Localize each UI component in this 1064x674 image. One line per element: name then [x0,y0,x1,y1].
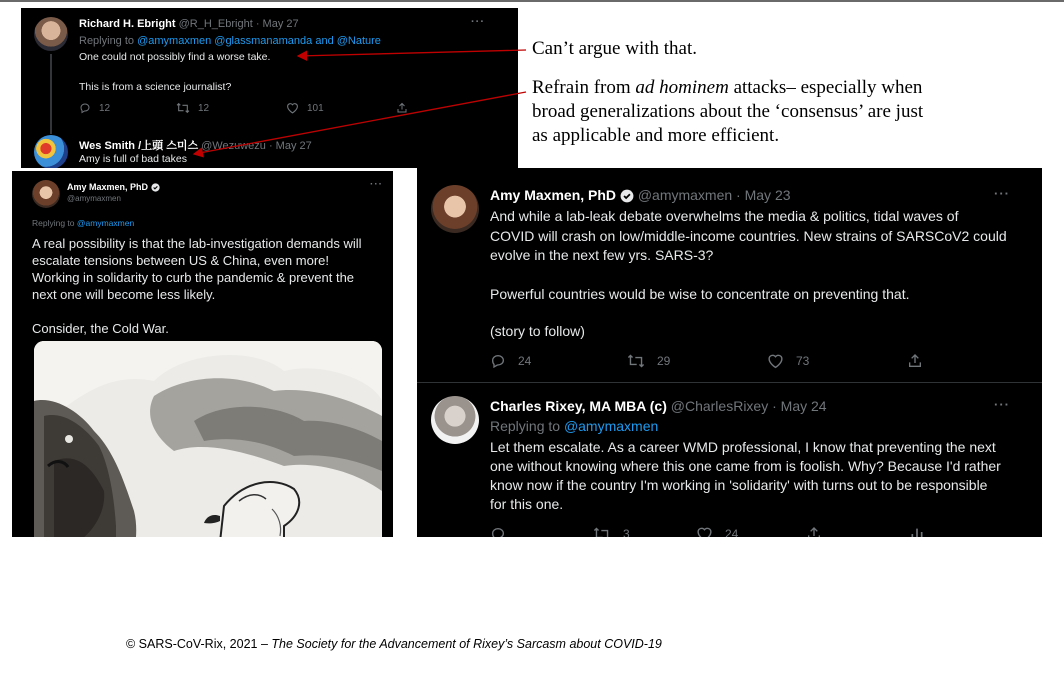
more-options-icon[interactable]: ··· [370,179,383,190]
tweet-text-line-2: This is from a science journalist? [79,81,232,93]
copyright-footer: © SARS-CoV-Rix, 2021 – The Society for the Advancement of Rixey’s Sarcasm about COVID-19 [126,637,662,651]
replying-to-link[interactable]: @amymaxmen [76,218,135,228]
reply-count: 24 [518,354,532,368]
tweet-text-line: next one will become less likely. [32,287,216,302]
tweet-text-line: for this one. [490,496,564,512]
tweet-author-handle[interactable]: @CharlesRixey · May 24 [670,398,827,414]
tweet-author-name[interactable]: Amy Maxmen, PhD [67,182,160,192]
tweet-text-line: (story to follow) [490,323,585,339]
like-count: 73 [796,354,810,368]
annotation-first: Can’t argue with that. [532,38,697,59]
more-options-icon[interactable]: ··· [994,397,1010,412]
tweet-author-handle[interactable]: @amymaxmen [67,194,121,203]
tweet-text-line: know now if the country I'm working in 'solidarity' with turns out to be responsible [490,477,988,493]
tweet-author-name[interactable]: Richard H. Ebright @R_H_Ebright · May 27 [79,18,299,30]
replying-to: Replying to @amymaxmen [490,418,659,434]
annotation-italic-term: ad hominem [635,77,729,98]
tweet-text-line: escalate tensions between US & China, even more! [32,253,330,268]
footer-italic: The Society for the Advancement of Rixey’s Sarcasm about COVID-19 [271,637,662,651]
replying-to-link[interactable]: @amymaxmen [563,418,659,434]
tweet-text-line: one without knowing where this one came from is foolish. Why? Because I'd rather [490,458,1001,474]
replying-to: Replying to @amymaxmen @glassmanamanda and @Nature [79,35,381,47]
tweet-text-line: A real possibility is that the lab-investigation demands will [32,236,362,251]
tweet-text-line-1: One could not possibly find a worse take. [79,51,271,63]
tweet-text-line: Consider, the Cold War. [32,321,169,336]
tweet-text: Amy is full of bad takes [79,153,187,165]
tweet-author-name[interactable]: Amy Maxmen, PhD @amymaxmen · May 23 [490,187,791,203]
tweet-text-line: Let them escalate. As a career WMD professional, I know that preventing the next [490,439,996,455]
tweet-text-line: Working in solidarity to curb the pandemic & prevent the [32,270,355,285]
tweet-text-line: evolve in the next few yrs. SARS-3? [490,247,714,263]
tweet-author-name[interactable]: Charles Rixey, MA MBA (c) @CharlesRixey · May 24 [490,398,827,414]
tweet-text-line: And while a lab-leak debate overwhelms the media & politics, tidal waves of [490,208,959,224]
arrow-to-bad-takes [194,92,526,154]
retweet-count: 12 [198,102,210,114]
replying-to: Replying to @amymaxmen [32,218,135,228]
annotation-second-line-3: as applicable and more efficient. [532,125,780,146]
tweet-author-handle[interactable]: @Wezuwezu · May 27 [201,140,312,152]
arrow-to-worse-take [298,50,526,56]
like-count: 101 [307,102,324,114]
retweet-count: 29 [657,354,671,368]
annotation-second-line-2: broad generalizations about the ‘consensus’ are just [532,101,924,122]
replying-to-links[interactable]: @amymaxmen @glassmanamanda and @Nature [137,35,381,47]
annotation-second-line-1: Refrain from ad hominem attacks– especially when [532,77,923,98]
more-options-icon[interactable]: ··· [994,186,1010,201]
tweet-text-line: Powerful countries would be wise to concentrate on preventing that. [490,285,910,302]
tweet-text-line: COVID will crash on low/middle-income countries. New strains of SARSCoV2 could [490,227,1007,244]
tweet-author-handle[interactable]: @R_H_Ebright · May 27 [178,18,299,30]
like-count: 24 [725,527,739,537]
retweet-count: 3 [623,527,630,537]
more-options-icon[interactable]: ··· [471,16,485,28]
tweet-author-handle[interactable]: @amymaxmen · May 23 [637,187,791,203]
reply-count: 12 [99,102,111,114]
tweet-author-name[interactable]: Wes Smith /上頭 스미스 @Wezuwezu · May 27 [79,140,312,152]
